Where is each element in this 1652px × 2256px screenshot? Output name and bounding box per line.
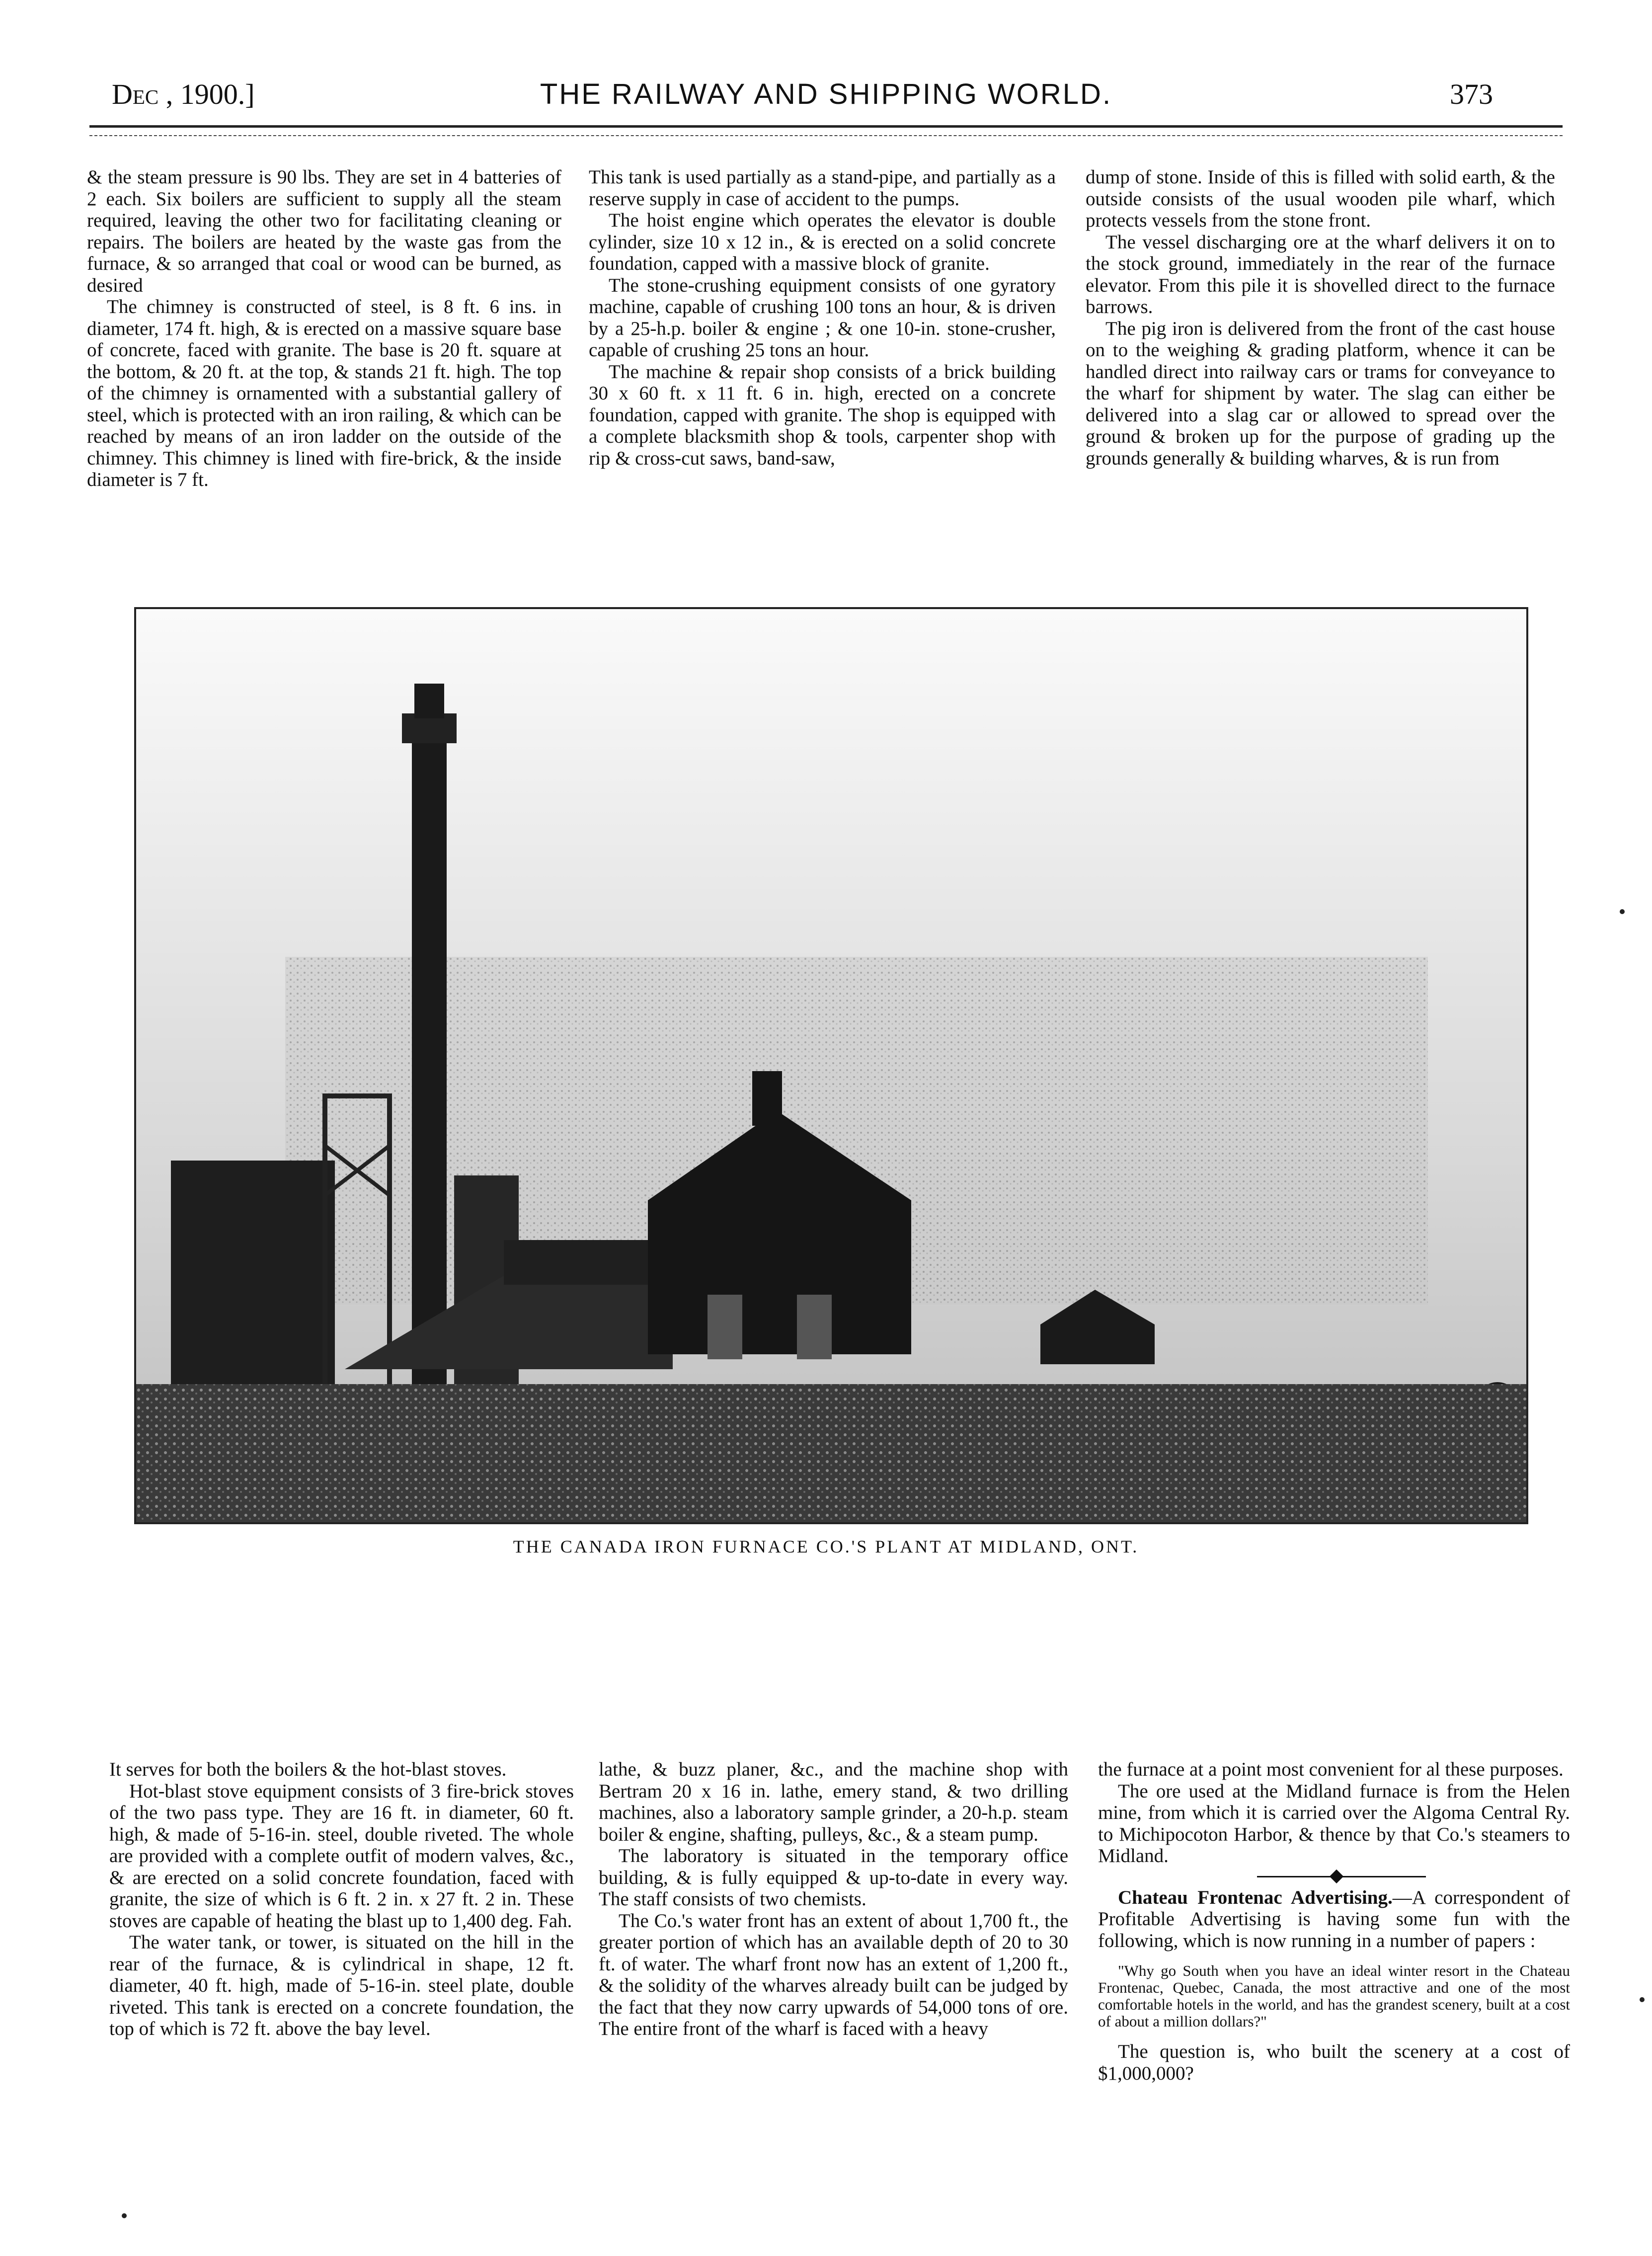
chateau-paragraph [1098,1887,1570,1952]
paragraph: dump of stone. Inside of this is filled with solid earth, & the outside consists of the usual wooden pile wharf, which protects vessels from the stone front. [1086,166,1555,231]
main-building-chimney [752,1071,782,1126]
print-speck [1640,1997,1645,2002]
paragraph: Hot-blast stove equipment consists of 3 fire-brick stoves of the two pass type. They are 16 ft. in diameter, 60 ft. high, & made of 5-16-in. steel, double riveted. The whole are provided with a complete outfit of modern valves, &c., & are erected on a solid concrete foundation, faced with granite, the size of which is 6 ft. 2 in. x 27 ft. 2 in. These stoves are capable of heating the blast up to 1,400 deg. Fah. [109,1780,574,1932]
print-speck [1620,909,1625,914]
paragraph: The chimney is constructed of steel, is 8 ft. 6 ins. in diameter, 174 ft. high, & is erected on a massive square base of concrete, faced with granite. The base is 20 ft. square at the bottom, & 20 ft. at the top, & stands 21 ft. high. The top of the chimney is ornamented with a substantial gallery of steel, which is protected with an iron railing, & which can be reached by means of an iron ladder on the outside of the chimney. This chimney is lined with fire-brick, & the inside diameter is 7 ft. [87,296,561,490]
running-header [0,75,1652,124]
paragraph: The stone-crushing equipment consists of one gyratory machine, capable of crushing 100 tons an hour, & is driven by a 25-h.p. boiler & engine ; & one 10-in. stone-crusher, capable of crushing 25 tons an hour. [589,274,1056,361]
top-column-2 [589,166,1056,579]
paragraph: lathe, & buzz planer, &c., and the machine shop with Bertram 20 x 16 in. lathe, emery stand, & two drilling machines, also a laboratory sample grinder, a 20-h.p. steam boiler & engine, shafting, pulleys, &c., & a steam pump. [599,1759,1068,1845]
ground [136,1384,1526,1522]
paragraph: The hoist engine which operates the elevator is double cylinder, size 10 x 12 in., & is erected on a solid concrete foundation, capped with a massive block of granite. [589,210,1056,274]
quoted-advertisement: "Why go South when you have an ideal winter resort in the Chateau Frontenac, Quebec, Canada, the most attractive and one of the most comfortable hotels in the world, and has the grandest scenery, built at a cost of about a million dollars?" [1098,1962,1570,2030]
main-building-door [708,1295,742,1359]
header-dashed-rule [89,135,1563,136]
steel-chimney [412,723,447,1394]
bottom-column-2 [599,1759,1068,2186]
paragraph: It serves for both the boilers & the hot-blast stoves. [109,1759,507,1780]
paragraph: The water tank, or tower, is situated on the hill in the rear of the furnace, & is cylindrical in shape, 12 ft. diameter, 40 ft. high, made of 5-16-in. steel plate, double riveted. This tank is erected on a concrete foundation, the top of which is 72 ft. above the bay level. [109,1932,574,2039]
section-ornament [1098,1867,1570,1887]
paragraph: & the steam pressure is 90 lbs. They are set in 4 batteries of 2 each. Six boilers are sufficient to supply all the steam required, leaving the other two for facilitating cleaning or repairs. The boilers are heated by the waste gas from the furnace, & so arranged that coal or wood can be burned, as desired [87,166,561,296]
paragraph: The ore used at the Midland furnace is from the Helen mine, from which it is carried over the Algoma Central Ry. to Michipocoton Harbor, & thence by that Co.'s steamers to Midland. [1098,1780,1570,1867]
bottom-column-1 [109,1759,574,2186]
paragraph: The laboratory is situated in the temporary office building, & is fully equipped & up-to-date in every way. The staff consists of two chemists. [599,1845,1068,1910]
issue-date: Dec , 1900.] [112,78,255,110]
chimney-top [414,684,444,718]
article-heading: Chateau Frontenac Advertising. [1118,1886,1393,1908]
paragraph: This tank is used partially as a stand-pipe, and partially as a reserve supply in case of accident to the pumps. [589,166,1056,210]
figure-caption: THE CANADA IRON FURNACE CO.'S PLANT AT MIDLAND, ONT. [513,1537,1139,1556]
article-closing: The question is, who built the scenery at a cost of $1,000,000? [1098,2041,1570,2084]
article-intro: —A correspondent of Profitable Advertising is having some fun with the following, which is now running in a number of papers : [1098,1886,1570,1951]
print-speck [122,2213,127,2218]
top-column-1 [87,166,561,579]
boiler-house [504,1240,663,1285]
publication-title: THE RAILWAY AND SHIPPING WORLD. [540,78,1112,110]
bottom-column-3 [1098,1759,1570,2186]
paragraph: The vessel discharging ore at the wharf delivers it on to the stock ground, immediately in the rear of the furnace elevator. From this pile it is shovelled direct to the furnace barrows. [1086,231,1555,317]
paragraph: The Co.'s water front has an extent of about 1,700 ft., the greater portion of which has an available depth of 20 to 30 ft. of water. The wharf front now has an extent of 1,200 ft., & the solidity of the wharves already built can be judged by the fact that they now carry upwards of 54,000 tons of ore. The entire front of the wharf is faced with a heavy [599,1910,1068,2039]
paragraph: the furnace at a point most convenient for al these purposes. [1098,1759,1564,1780]
plant-photograph-illustration [136,609,1526,1522]
plant-photograph [134,607,1528,1524]
paragraph: The machine & repair shop consists of a brick building 30 x 60 ft. x 11 ft. 6 in. high, erected on a concrete foundation, capped with granite. The shop is equipped with a complete blacksmith shop & tools, carpenter shop with rip & cross-cut saws, band-saw, [589,361,1056,469]
page-number: 373 [1450,78,1493,110]
header-rule [89,125,1563,128]
paragraph: The pig iron is delivered from the front of the cast house on to the weighing & grading platform, whence it can be handled direct into railway cars or trams for conveyance to the wharf for shipment by water. The slag can either be delivered into a slag car or allowed to spread over the ground & broken up for the purpose of grading up the grounds generally & building wharves, & is run from [1086,317,1555,469]
top-column-3 [1086,166,1555,579]
